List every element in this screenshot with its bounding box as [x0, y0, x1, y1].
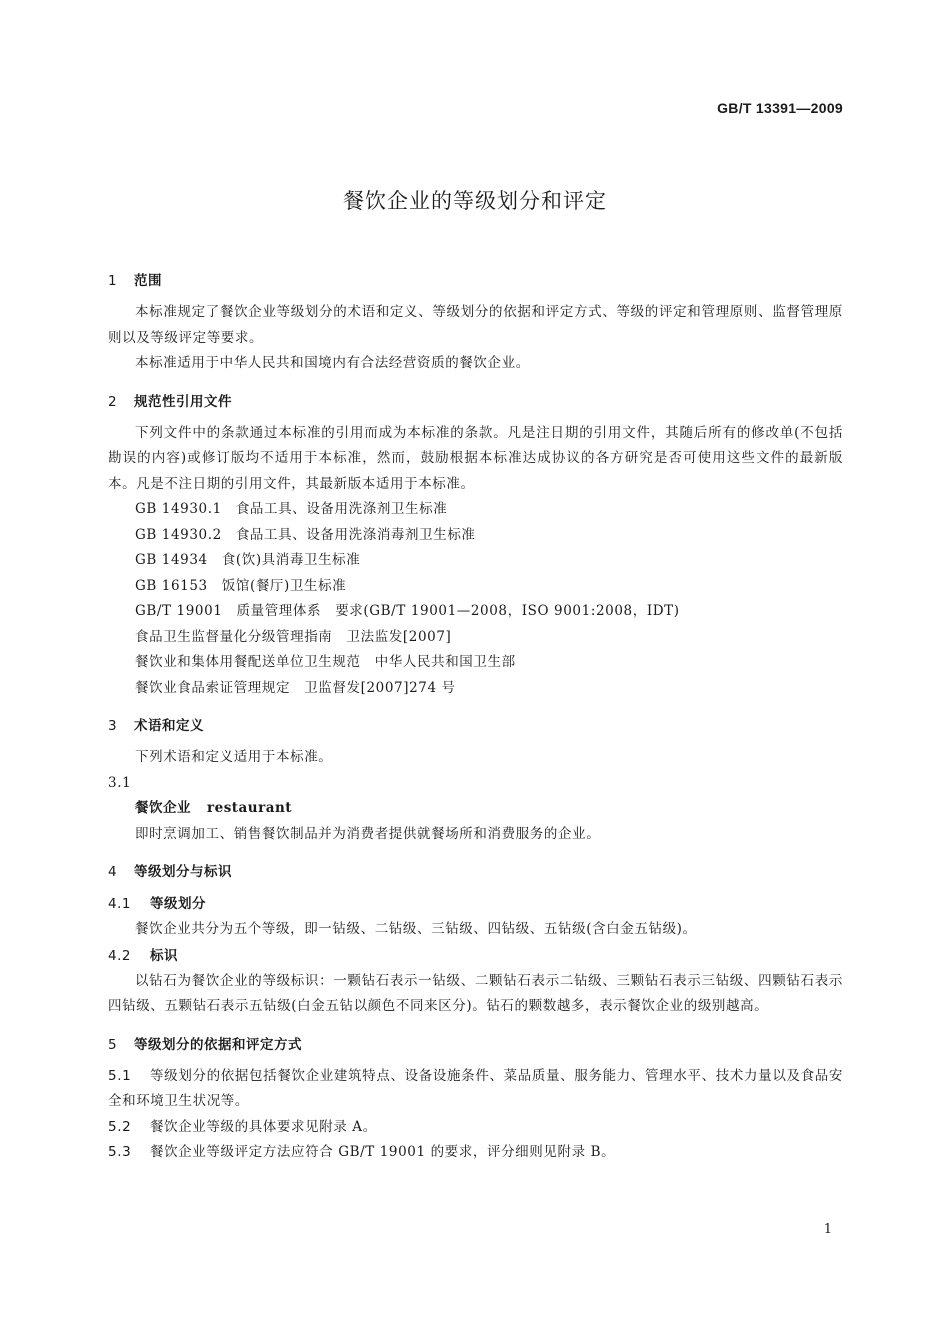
section-title: 等级划分的依据和评定方式 [134, 1036, 302, 1053]
clause-5-1 [108, 1064, 843, 1115]
clause-5-3 [108, 1140, 843, 1166]
section-title: 规范性引用文件 [134, 393, 232, 410]
section-title: 范围 [134, 273, 162, 289]
document-body [108, 268, 843, 1166]
reference-title: 食品卫生监督量化分级管理指南 卫法监发[2007] [135, 628, 452, 645]
term-chinese: 餐饮企业 [135, 800, 191, 816]
reference-item [108, 497, 843, 523]
page-number: 1 [823, 1222, 832, 1237]
section-4-heading [108, 859, 843, 885]
clause-4-2-text: 以钻石为餐饮企业的等级标识：一颗钻石表示一钻级、二颗钻石表示二钻级、三颗钻石表示三钻级、四颗钻石表示四钻级、五颗钻石表示五钻级(白金五钻以颜色不同来区分)。钻石的颗数越多，表示餐饮企业的级别越高。 [108, 972, 843, 1014]
term-english: restaurant [207, 800, 293, 816]
clause-number: 4.1 [108, 896, 131, 912]
reference-item [108, 676, 843, 702]
subclause-number: 3.1 [108, 774, 132, 791]
reference-item [108, 523, 843, 549]
section-title: 等级划分与标识 [134, 864, 232, 880]
section-5-heading [108, 1032, 843, 1058]
document-title: 餐饮企业的等级划分和评定 [343, 189, 607, 213]
clause-number: 4.2 [108, 947, 131, 964]
section-1-paragraph-1: 本标准规定了餐饮企业等级划分的术语和定义、等级划分的依据和评定方式、等级的评定和管理原则、监督管理原则以及等级评定等要求。 [108, 304, 843, 346]
section-title: 术语和定义 [134, 718, 204, 734]
reference-title: 餐饮业和集体用餐配送单位卫生规范 中华人民共和国卫生部 [135, 654, 516, 670]
section-3-heading [108, 713, 843, 739]
reference-title: 食品工具、设备用洗涤消毒剂卫生标准 [235, 526, 476, 543]
section-number: 4 [108, 864, 118, 880]
clause-title: 标识 [150, 947, 178, 964]
term-entry [108, 796, 843, 822]
section-2-paragraph-1: 下列文件中的条款通过本标准的引用而成为本标准的条款。凡是注日期的引用文件，其随后所有的修改单(不包括勘误的内容)或修订版均不适用于本标准，然而，鼓励根据本标准达成协议的各方研究是否可使用这些文件的最新版本。凡是不注日期的引用文件，其最新版本适用于本标准。 [108, 424, 843, 492]
reference-item [108, 548, 843, 574]
section-number: 2 [108, 393, 118, 410]
reference-item [108, 574, 843, 600]
clause-5-2 [108, 1115, 843, 1141]
section-number: 3 [108, 718, 118, 734]
clause-text: 等级划分的依据包括餐饮企业建筑特点、设备设施条件、菜品质量、服务能力、管理水平、技术力量以及食品安全和环境卫生状况等。 [108, 1067, 843, 1109]
clause-number: 5.2 [108, 1118, 132, 1135]
section-3-paragraph-1: 下列术语和定义适用于本标准。 [135, 749, 333, 765]
reference-title: 食(饮)具消毒卫生标准 [221, 552, 361, 568]
reference-title: 饭馆(餐厅)卫生标准 [221, 577, 347, 594]
reference-title: 质量管理体系 要求(GB/T 19001—2008，ISO 9001:2008，IDT) [236, 603, 680, 619]
clause-title: 等级划分 [150, 896, 206, 912]
clause-4-1-text: 餐饮企业共分为五个等级，即一钻级、二钻级、三钻级、四钻级、五钻级(含白金五钻级)。 [135, 921, 697, 937]
reference-code: GB 16153 [135, 577, 208, 594]
clause-number: 5.1 [108, 1067, 132, 1084]
clause-text: 餐饮企业等级评定方法应符合 GB/T 19001 的要求，评分细则见附录 B。 [150, 1144, 616, 1160]
reference-title: 餐饮业食品索证管理规定 卫监督发[2007]274 号 [135, 679, 456, 696]
reference-code: GB 14930.2 [135, 526, 222, 543]
section-number: 5 [108, 1036, 118, 1053]
reference-code: GB 14930.1 [135, 501, 222, 517]
reference-code: GB/T 19001 [135, 603, 223, 619]
standard-code: GB/T 13391—2009 [717, 100, 843, 116]
clause-number: 5.3 [108, 1144, 132, 1160]
clause-4-1-heading [108, 891, 843, 917]
clause-text: 餐饮企业等级的具体要求见附录 A。 [150, 1118, 377, 1135]
reference-title: 食品工具、设备用洗涤剂卫生标准 [235, 501, 448, 517]
section-1-heading [108, 268, 843, 294]
term-definition: 即时烹调加工、销售餐饮制品并为消费者提供就餐场所和消费服务的企业。 [135, 825, 601, 842]
reference-code: GB 14934 [135, 552, 208, 568]
reference-item [108, 625, 843, 651]
section-1-paragraph-2: 本标准适用于中华人民共和国境内有合法经营资质的餐饮企业。 [135, 355, 530, 371]
section-number: 1 [108, 273, 118, 289]
clause-4-2-heading [108, 943, 843, 969]
reference-item [108, 599, 843, 625]
reference-item [108, 650, 843, 676]
section-2-heading [108, 389, 843, 415]
